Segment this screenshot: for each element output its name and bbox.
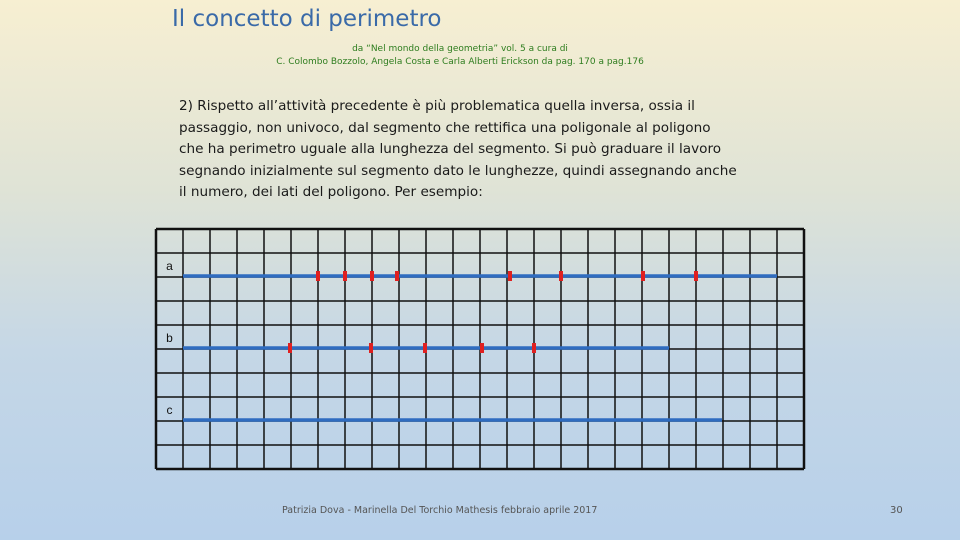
page-number: 30 xyxy=(890,505,903,516)
body-line: passaggio, non univoco, dal segmento che rettifica una poligonale al poligono xyxy=(179,119,711,136)
segment-marker xyxy=(641,271,645,281)
segment-marker xyxy=(395,271,399,281)
footer-credits: Patrizia Dova - Marinella Del Torchio Mathesis febbraio aprile 2017 xyxy=(282,505,598,516)
segment-label-c: c xyxy=(166,403,173,417)
segment-marker xyxy=(316,271,320,281)
source-line-1: da “Nel mondo della geometria” vol. 5 a cura di xyxy=(352,44,568,54)
body-line: segnando inizialmente sul segmento dato le lunghezze, quindi assegnando anche xyxy=(179,162,737,179)
segment-marker xyxy=(288,343,292,353)
body-line: che ha perimetro uguale alla lunghezza del segmento. Si può graduare il lavoro xyxy=(179,141,722,157)
segment-label-a: a xyxy=(166,259,173,273)
segment-marker xyxy=(532,343,536,353)
segment-marker xyxy=(370,271,374,281)
segment-marker xyxy=(694,271,698,281)
segment-marker xyxy=(559,271,563,281)
page-title: Il concetto di perimetro xyxy=(172,6,442,32)
segment-marker xyxy=(343,271,347,281)
body-line: 2) Rispetto all’attività precedente è più problematica quella inversa, ossia il xyxy=(179,98,695,114)
segment-marker xyxy=(423,343,427,353)
segment-marker xyxy=(369,343,373,353)
segment-marker xyxy=(480,343,484,353)
source-line-2: C. Colombo Bozzolo, Angela Costa e Carla Alberti Erickson da pag. 170 a pag.176 xyxy=(276,57,644,67)
body-line: il numero, dei lati del poligono. Per esempio: xyxy=(179,184,483,200)
segment-marker xyxy=(508,271,512,281)
segment-label-b: b xyxy=(166,331,173,345)
